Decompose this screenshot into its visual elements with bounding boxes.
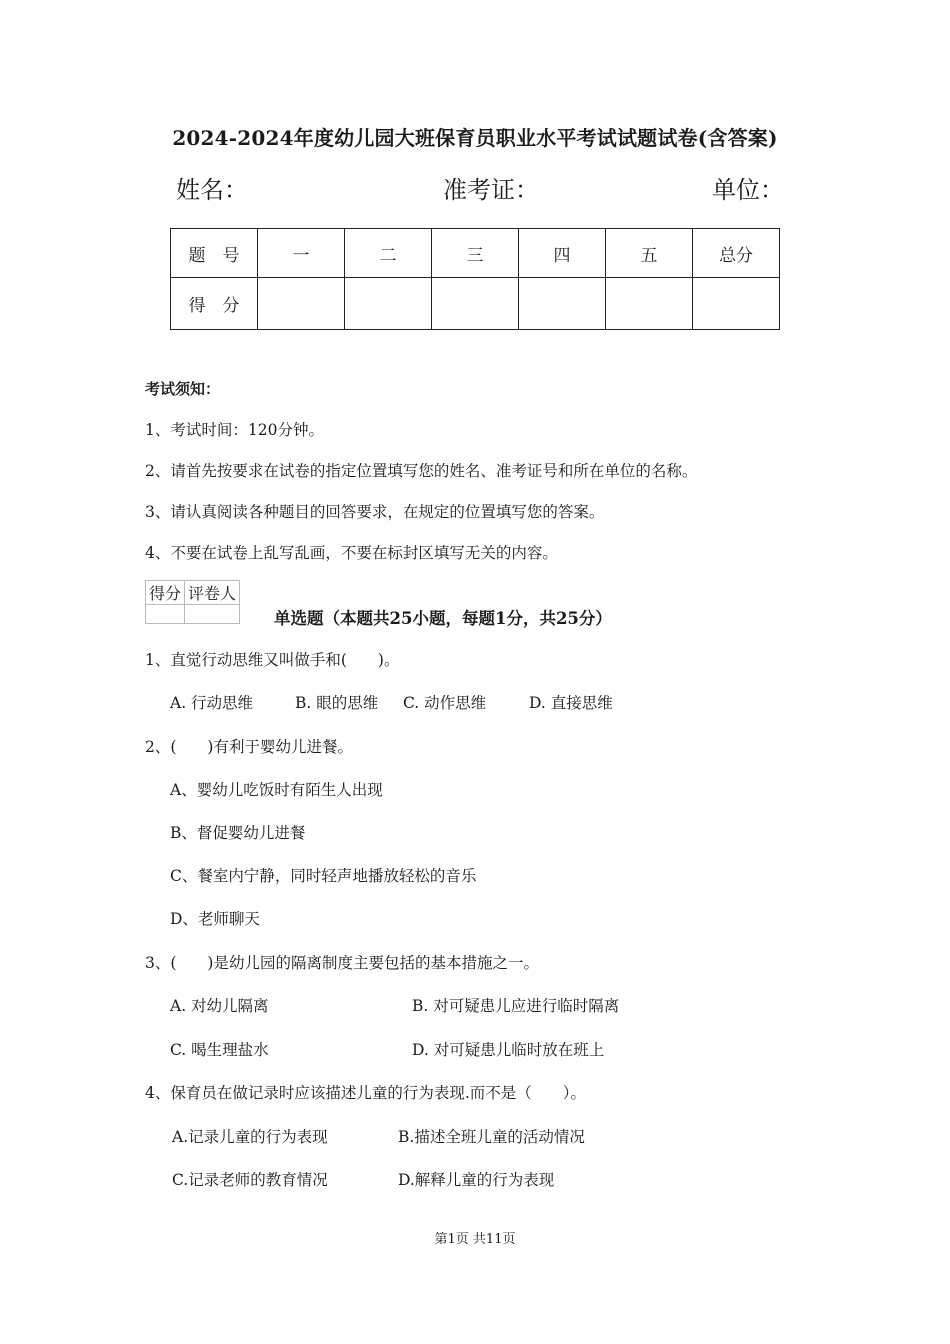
question-stem: 1、直觉行动思维又叫做手和( )。 <box>145 651 400 669</box>
question-option: B. 眼的思维 <box>295 694 379 712</box>
grader-box <box>145 580 240 624</box>
question-option: C. 喝生理盐水 <box>170 1041 269 1059</box>
question-option: C.记录老师的教育情况 <box>172 1171 328 1189</box>
notice-heading: 考试须知： <box>145 380 221 398</box>
score-header-cell: 四 <box>519 229 606 278</box>
score-table-header-row <box>171 229 780 278</box>
score-input-cell[interactable] <box>606 278 693 330</box>
question-option: A、婴幼儿吃饭时有陌生人出现 <box>170 781 383 799</box>
question-stem: 2、( )有利于婴幼儿进餐。 <box>145 738 353 756</box>
score-table-score-row <box>171 278 780 330</box>
question-option: A. 对幼儿隔离 <box>170 997 269 1015</box>
grader-score-cell[interactable] <box>146 605 185 624</box>
notice-item: 2、请首先按要求在试卷的指定位置填写您的姓名、准考证号和所在单位的名称。 <box>145 462 698 480</box>
score-header-cell: 三 <box>432 229 519 278</box>
exam-number-label: 准考证： <box>443 176 539 204</box>
question-option: D. 对可疑患儿临时放在班上 <box>412 1041 605 1059</box>
score-header-cell: 二 <box>345 229 432 278</box>
question-option: D、老师聊天 <box>170 910 260 928</box>
score-header-cell: 一 <box>258 229 345 278</box>
score-input-cell[interactable] <box>258 278 345 330</box>
question-option: A.记录儿童的行为表现 <box>172 1128 328 1146</box>
score-input-cell[interactable] <box>432 278 519 330</box>
grader-name-label: 评卷人 <box>185 581 240 605</box>
grader-score-label: 得分 <box>146 581 185 605</box>
question-option: C、餐室内宁静，同时轻声地播放轻松的音乐 <box>170 867 477 885</box>
score-header-cell: 总分 <box>693 229 780 278</box>
score-input-cell[interactable] <box>345 278 432 330</box>
notice-item: 4、不要在试卷上乱写乱画，不要在标封区填写无关的内容。 <box>145 544 558 562</box>
score-input-cell[interactable] <box>519 278 606 330</box>
question-option: A. 行动思维 <box>170 694 254 712</box>
score-table <box>170 228 780 330</box>
question-option: C. 动作思维 <box>403 694 487 712</box>
question-stem: 4、保育员在做记录时应该描述儿童的行为表现.而不是（ ）。 <box>145 1084 587 1102</box>
question-option: D.解释儿童的行为表现 <box>398 1171 555 1189</box>
page-title: 2024-2024年度幼儿园大班保育员职业水平考试试题试卷(含答案) <box>172 126 778 150</box>
question-option: B.描述全班儿童的活动情况 <box>398 1128 585 1146</box>
question-option: B. 对可疑患儿应进行临时隔离 <box>412 997 620 1015</box>
score-header-cell: 题 号 <box>171 229 258 278</box>
question-option: B、督促婴幼儿进餐 <box>170 824 306 842</box>
grader-name-cell[interactable] <box>185 605 240 624</box>
name-label: 姓名： <box>176 176 248 204</box>
score-header-cell: 五 <box>606 229 693 278</box>
score-input-cell[interactable] <box>693 278 780 330</box>
notice-item: 1、考试时间：120分钟。 <box>145 421 324 439</box>
notice-item: 3、请认真阅读各种题目的回答要求，在规定的位置填写您的答案。 <box>145 503 605 521</box>
page-footer: 第1页 共11页 <box>434 1232 516 1247</box>
question-option: D. 直接思维 <box>529 694 613 712</box>
section-title: 单选题（本题共25小题，每题1分，共25分） <box>274 609 612 628</box>
score-row-label: 得 分 <box>171 278 258 330</box>
question-stem: 3、( )是幼儿园的隔离制度主要包括的基本措施之一。 <box>145 954 539 972</box>
unit-label: 单位： <box>712 176 784 204</box>
